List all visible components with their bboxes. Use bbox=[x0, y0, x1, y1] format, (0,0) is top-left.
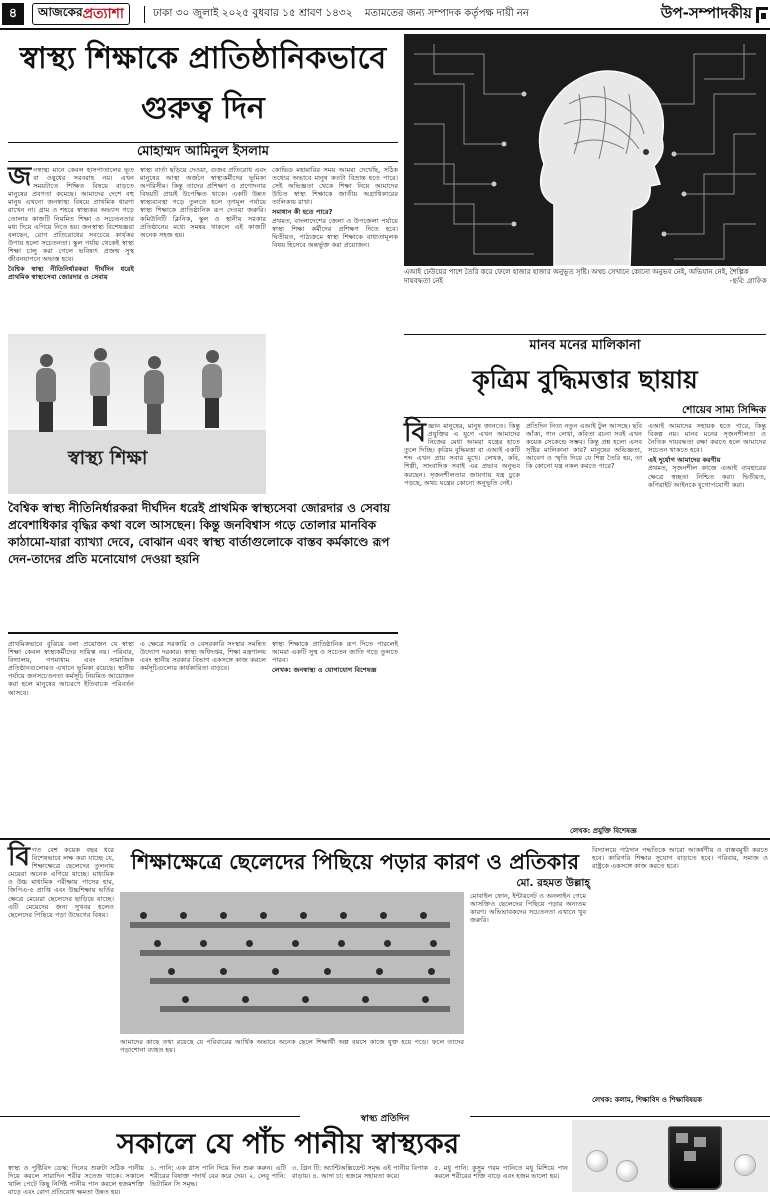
article1-lower-col3-text: স্বাস্থ্য শিক্ষাকে প্রাতিষ্ঠানিক রূপ দিতে পারলেই আমরা একটি সুস্থ ও সচেতন জাতি গড়ে তুলতে পারব। bbox=[272, 640, 398, 665]
article1-title[interactable] bbox=[8, 34, 398, 144]
student-figure bbox=[362, 996, 369, 1003]
article1-col1-subhead: বৈশ্বিক স্বাস্থ্য নীতিনির্ধারকরা দীর্ঘদিন ধরেই প্রাথমিক স্বাস্থ্যসেবা জোরদার ও সেবায় bbox=[8, 265, 134, 282]
article4-column-4 bbox=[434, 1164, 568, 1192]
illustration-label: স্বাস্থ্য শিক্ষা bbox=[68, 447, 148, 469]
article2-column-3 bbox=[648, 422, 766, 822]
article1-lower-column-3 bbox=[272, 640, 398, 830]
article2-kicker: মানব মনের মালিকানা bbox=[404, 334, 766, 356]
person-figure bbox=[198, 350, 226, 428]
article4-col3-text: ৩. গ্রিন টি: অ্যান্টিঅক্সিডেন্ট সমৃদ্ধ এই পানীয় বিপাক বাড়ায়। ৪. আদা চা: হজমে সহায়তা করে। bbox=[292, 1164, 428, 1181]
student-figure bbox=[430, 940, 437, 947]
article4-column-3 bbox=[292, 1164, 428, 1192]
article1-col2-text: স্বাস্থ্য বার্তা ছড়িয়ে দেওয়া, গুজব প্রতিরোধ এবং মানুষের আস্থা অর্জনে স্বাস্থ্যকর্মীদের ভূমিকা অপরিসীম। কিন্তু তাদের প্রশিক্ষণ ও প্রণোদনার বিষয়টি প্রায়ই উপেক্ষিত থাকে। একটি উন্নত স্বাস্থ্যব্যবস্থা গড়ে তুলতে হলে তৃণমূল পর্যায়ে স্বাস্থ্য শিক্ষাকে প্রাতিষ্ঠানিক রূপ দেওয়া জরুরি। কমিউনিটি ক্লিনিক, স্কুল ও স্থানীয় সরকার প্রতিষ্ঠানের মধ্যে সমন্বয় থাকলে এই কাজটি অনেক সহজ হয়। bbox=[140, 166, 266, 239]
drink-glass-icon bbox=[668, 1126, 722, 1190]
article1-lower-col1-text: প্রাথমিকভাবে বুঝিয়ে বলা প্রয়োজন যে স্বাস্থ্য শিক্ষা কেবল স্বাস্থ্যকর্মীদের দায়িত্ব নয়। পরিবার, বিদ্যালয়, গণমাধ্যম এবং সামাজিক প্রতিষ্ঠানগুলোরও এখানে ভূমিকা রয়েছে। স্থানীয় পর্যায়ে জনসচেতনতা কর্মসূচি নিয়মিত আয়োজন করা হলে মানুষের আচরণে ইতিবাচক পরিবর্তন আসবে। bbox=[8, 640, 134, 697]
health-education-illustration bbox=[8, 334, 266, 494]
article1-col1-text: নস্বাস্থ্য মানে কেবল হাসপাতালের ভূত বা ওষুধের সরবরাহ নয়। এখন সময়টাতে শিক্ষিত বিষয়ে বাড়তে মানুষের প্রবণতা কমেছে। আমাদের দেশে বহু মানুষ এখনো জনস্বাস্থ্য বিষয়ে প্রাথমিক ধারণা রাখেন না। গ্রাম ও শহরে স্বাস্থ্যকর অভ্যাস গড়ে তোলার কাজটি নিয়মিত শিক্ষা ও সচেতনতার মধ্য দিয়ে এগিয়ে নিতে হয়। জনস্বাস্থ্য বিশেষজ্ঞরা বলছেন, রোগ প্রতিরোধের সবচেয়ে কার্যকর উপায় হলো সচেতনতা। স্কুল পর্যায় থেকেই স্বাস্থ্য শিক্ষা চালু করা গেলে ভবিষ্যৎ প্রজন্ম সুস্থ জীবনযাপনে অভ্যস্ত হবে। bbox=[8, 166, 134, 264]
student-figure bbox=[242, 996, 249, 1003]
student-figure bbox=[422, 996, 429, 1003]
article3-col2-text: আমাদের কাছে তথ্য রয়েছে যে পরিবারের আর্থিক অভাবে অনেক ছেলে শিক্ষার্থী অল্প বয়সে কাজে যুক্ত হয়ে পড়ে। ফলে তাদের পড়াশোনা ব্যাহত হয়। bbox=[120, 1038, 464, 1055]
student-figure bbox=[154, 940, 161, 947]
student-figure bbox=[168, 968, 175, 975]
student-figure bbox=[200, 940, 207, 947]
student-figure bbox=[260, 912, 267, 919]
article3-column-2 bbox=[120, 1038, 464, 1102]
disclaimer: মতামতের জন্য সম্পাদক কর্তৃপক্ষ দায়ী নন bbox=[365, 7, 529, 19]
student-figure bbox=[300, 912, 307, 919]
article2-col2-text: প্রতিদিন নিত্য নতুন এআই টুল আসছে। ছবি আঁকা, গান লেখা, কবিতা রচনা সবই এখন কয়েক সেকেন্ডে সম্ভব। কিন্তু প্রশ্ন হলো এসব সৃষ্টির মালিকানা কার? মানুষের অভিজ্ঞতা, আবেগ ও স্মৃতি দিয়ে যে শিল্প তৈরি হয়, তা কি কোনো যন্ত্র নকল করতে পারে? bbox=[526, 422, 642, 471]
student-figure bbox=[338, 940, 345, 947]
student-figure bbox=[272, 968, 279, 975]
article1-title-line2: গুরুত্ব দিন bbox=[141, 91, 265, 126]
article1-column-1 bbox=[8, 162, 134, 330]
fruit-slice-icon bbox=[616, 1160, 638, 1182]
article3-column-4 bbox=[592, 846, 768, 1090]
article1-column-2 bbox=[140, 166, 266, 330]
article1-lower-column-2 bbox=[140, 640, 266, 830]
ai-image-caption-text: এআই ঢেউয়ের পাশে তৈরি করে ফেলে হাজার হাজার অনুভূত সৃষ্টি। অথচ সেখানে কোনো অনুভব নেই, অভিযান নেই, শৈল্পিক দায়বদ্ধতা নেই bbox=[404, 268, 749, 285]
desk-row bbox=[160, 1006, 450, 1012]
student-figure bbox=[420, 912, 427, 919]
article1-col3-text: কোভিড মহামারির সময় আমরা দেখেছি, সঠিক তথ্যের অভাবে মানুষ কতটা বিভ্রান্ত হতে পারে। সেই অভিজ্ঞতা থেকে শিক্ষা নিয়ে আমাদের উচিত স্বাস্থ্য শিক্ষাকে জাতীয় অগ্রাধিকারের তালিকায় রাখা। bbox=[272, 166, 398, 207]
article1-pullquote: বৈশ্বিক স্বাস্থ্য নীতিনির্ধারকরা দীর্ঘদিন ধরেই প্রাথমিক স্বাস্থ্যসেবা জোরদার ও সেবায় প্রবেশাধিকার বৃদ্ধির কথা বলে আসছেন। কিন্তু জনবিশ্বাস গড়ে তোলার মানবিক কাঠামো-যারা ব্যাখ্যা দেবে, বোঝান এবং স্বাস্থ্য বার্তাগুলোকে বাস্তব কর্মকাণ্ডে রূপ দেন-তাদের প্রতি মনোযোগ দেওয়া হয়নি bbox=[8, 498, 398, 634]
ai-brain-image bbox=[404, 34, 766, 266]
drink-photo bbox=[572, 1120, 768, 1192]
article2-col3-subhead: এই দুর্যোগ আমাদের করণীয় bbox=[648, 456, 721, 465]
student-figure bbox=[182, 996, 189, 1003]
student-figure bbox=[428, 968, 435, 975]
ice-cube-icon bbox=[684, 1151, 696, 1161]
student-figure bbox=[140, 912, 147, 919]
logo-right: প্রত্যাশা bbox=[82, 6, 124, 22]
article4-title[interactable]: সকালে যে পাঁচ পানীয় স্বাস্থ্যকর bbox=[116, 1127, 460, 1160]
student-figure bbox=[246, 940, 253, 947]
article3-col1-text: গত বেশ কয়েক বছর ধরে বিশেষভাবে লক্ষ করা যাচ্ছে যে, শিক্ষাক্ষেত্রে ছেলেদের তুলনায় মেয়েরা অনেক এগিয়ে যাচ্ছে। মাধ্যমিক ও উচ্চ মাধ্যমিক পরীক্ষায় পাসের হার, জিপিএ-৫ প্রাপ্তি এবং উচ্চশিক্ষায় ভর্তির ক্ষেত্রে মেয়েরা ছেলেদের ছাড়িয়ে যাচ্ছে। এটি মেয়েদের জন্য সুখবর হলেও ছেলেদের পিছিয়ে পড়া উদ্বেগের বিষয়। bbox=[8, 846, 114, 919]
article1-byline: মোহাম্মদ আমিনুল ইসলাম bbox=[8, 142, 398, 162]
masthead bbox=[0, 0, 770, 30]
ice-cube-icon bbox=[676, 1133, 688, 1143]
student-figure bbox=[376, 968, 383, 975]
article3-col3-text: মোবাইল ফোন, ইন্টারনেট ও অনলাইন গেমে আসক্তিও ছেলেদের পিছিয়ে পড়ার অন্যতম কারণ। অভিভাবকদের সচেতনতা এখানে খুব জরুরি। bbox=[470, 892, 586, 925]
dateline: ঢাকা ৩০ জুলাই ২০২৫ বুধবার ১৫ শ্রাবণ ১৪৩২ bbox=[144, 6, 353, 23]
ai-image-caption bbox=[404, 268, 766, 292]
desk-row bbox=[150, 978, 450, 984]
article4-column-1 bbox=[8, 1164, 144, 1196]
student-figure bbox=[220, 912, 227, 919]
section-divider bbox=[0, 838, 770, 840]
fruit-slice-icon bbox=[586, 1150, 608, 1172]
section-name: উপ-সম্পাদকীয় bbox=[660, 3, 752, 22]
person-figure bbox=[86, 348, 114, 426]
health-section-label: স্বাস্থ্য প্রতিদিন bbox=[300, 1111, 470, 1123]
classroom-photo bbox=[120, 892, 464, 1034]
logo-left: আজকের bbox=[38, 5, 83, 19]
article1-title-line1: স্বাস্থ্য শিক্ষাকে প্রাতিষ্ঠানিকভাবে bbox=[19, 41, 387, 76]
article1-col3-subhead: সমাধান কী হতে পারে? bbox=[272, 208, 333, 217]
ai-image-credit: -ছবি: গ্রাফিক bbox=[729, 276, 766, 285]
article1-author-note: লেখক: জনস্বাস্থ্য ও যোগাযোগ বিশেষজ্ঞ bbox=[272, 666, 377, 675]
circuit-brain-graphic bbox=[404, 34, 766, 266]
newspaper-logo[interactable] bbox=[32, 3, 130, 25]
article3-title[interactable]: শিক্ষাক্ষেত্রে ছেলেদের পিছিয়ে পড়ার কারণ ও প্রতিকার bbox=[130, 849, 580, 874]
article1-dropcap: জ bbox=[8, 162, 32, 192]
student-figure bbox=[384, 940, 391, 947]
article4-col2-text: ১. পানি: এক গ্লাস পানি দিয়ে দিন শুরু করুন। এটি শরীরের বিষাক্ত পদার্থ বের করে দেয়। ২. লেবু পানি: ভিটামিন সি সমৃদ্ধ। bbox=[150, 1164, 286, 1189]
article1-lower-col2-text: এ ক্ষেত্রে সরকারি ও বেসরকারি সংস্থার সমন্বিত উদ্যোগ দরকার। স্বাস্থ্য অধিদপ্তর, শিক্ষা মন্ত্রণালয় এবং স্থানীয় সরকার বিভাগ একসঙ্গে কাজ করলে কর্মসূচিগুলোর কার্যকারিতা বাড়বে। bbox=[140, 640, 266, 673]
page-number: ৪ bbox=[2, 3, 24, 25]
article1-column-3 bbox=[272, 166, 398, 496]
article3-dropcap: বি bbox=[8, 842, 30, 872]
article2-column-2 bbox=[526, 422, 642, 822]
article3-author-note: লেখক: কলাম, শিক্ষাবিদ ও শিক্ষাবিষয়ক bbox=[592, 1096, 702, 1104]
article3-column-1 bbox=[8, 842, 114, 1102]
person-figure bbox=[140, 356, 168, 434]
article2-col3-text: এআই আমাদের সহায়ক হতে পারে, কিন্তু বিকল্প নয়। মানব মনের সৃজনশীলতা ও নৈতিক দায়বদ্ধতা রক্ষা করতে হলে আমাদের সচেতন থাকতে হবে। bbox=[648, 422, 766, 455]
student-figure bbox=[380, 912, 387, 919]
article1-lower-column-1 bbox=[8, 640, 134, 830]
student-figure bbox=[292, 940, 299, 947]
article3-col4-text: বিদ্যালয়ে পাঠদান পদ্ধতিকে আরো আকর্ষণীয় ও বাস্তবমুখী করতে হবে। কারিগরি শিক্ষার সুযোগ বাড়াতে হবে। পরিবার, সমাজ ও রাষ্ট্রকে একসঙ্গে কাজ করতে হবে। bbox=[592, 846, 768, 871]
desk-row bbox=[140, 950, 450, 956]
student-figure bbox=[302, 996, 309, 1003]
article2-col3-text2: প্রথমত, সৃজনশীল কাজে এআই ব্যবহারের ক্ষেত্রে স্বচ্ছতা নিশ্চিত করা। দ্বিতীয়ত, কপিরাইট আইনকে যুগোপযোগী করা। bbox=[648, 464, 766, 489]
student-figure bbox=[180, 912, 187, 919]
article3-column-3 bbox=[470, 892, 586, 1102]
article1-col3-text2: প্রথমত, বাংলাদেশের জেলা ও উপজেলা পর্যায়ে স্বাস্থ্য শিক্ষা কর্মীদের প্রশিক্ষণ দিতে হবে। দ্বিতীয়ত, পাঠ্যক্রমে স্বাস্থ্য শিক্ষাকে বাধ্যতামূলক বিষয় হিসেবে অন্তর্ভুক্ত করা প্রয়োজন। bbox=[272, 216, 398, 249]
desk-row bbox=[130, 922, 450, 928]
student-figure bbox=[340, 912, 347, 919]
article2-col1-text: জ্ঞান মানুষের, মানুষ জানতে। কিন্তু প্রযুক্তির এ যুগে এখন আমাদের নিজের মেধা আমরা যন্ত্রের হাতে তুলে দিচ্ছি। কৃত্রিম বুদ্ধিমত্তা বা এআই একটি শব্দ এখন প্রায় সবার মুখে। লেখক, কবি, শিল্পী, সাংবাদিক সবাই এর প্রভাব অনুভব করছেন। সৃজনশীলতার জায়গায় যন্ত্র ঢুকে পড়ছে, অথচ যন্ত্রের কোনো অনুভূতি নেই। bbox=[404, 422, 520, 487]
fruit-slice-icon bbox=[734, 1154, 756, 1176]
ice-cube-icon bbox=[694, 1137, 706, 1147]
student-figure bbox=[324, 968, 331, 975]
article2-title[interactable]: কৃত্রিম বুদ্ধিমত্তার ছায়ায় bbox=[472, 365, 698, 394]
section-marker-icon bbox=[756, 7, 768, 23]
article2-column-1 bbox=[404, 418, 520, 822]
article4-col1-text: স্বাস্থ্য ও পুষ্টিবিদ ডেস্ক: দিনের শুরুটা সঠিক পানীয় দিয়ে করলে সারাদিন শরীর সতেজ থাকে। সকালে খালি পেটে কিছু নির্দিষ্ট পানীয় পান করলে হজমশক্তি বাড়ে এবং রোগ প্রতিরোধ ক্ষমতা উন্নত হয়। bbox=[8, 1164, 144, 1196]
student-figure bbox=[220, 968, 227, 975]
person-figure bbox=[32, 354, 60, 432]
article3-byline: মো. রহমত উল্লাহ্ bbox=[516, 877, 590, 889]
article2-author-note: লেখক: প্রযুক্তি বিশেষজ্ঞ bbox=[570, 827, 637, 835]
article2-dropcap: বি bbox=[404, 418, 426, 448]
article4-column-2 bbox=[150, 1164, 286, 1192]
article2-byline: শোয়েব সাম্য সিদ্দিক bbox=[404, 404, 766, 418]
article4-col4-text: ৫. মধু পানি: কুসুম গরম পানিতে মধু মিশিয়ে পান করলে শরীরের শক্তি বাড়ে এবং হজম ভালো হয়। bbox=[434, 1164, 568, 1181]
